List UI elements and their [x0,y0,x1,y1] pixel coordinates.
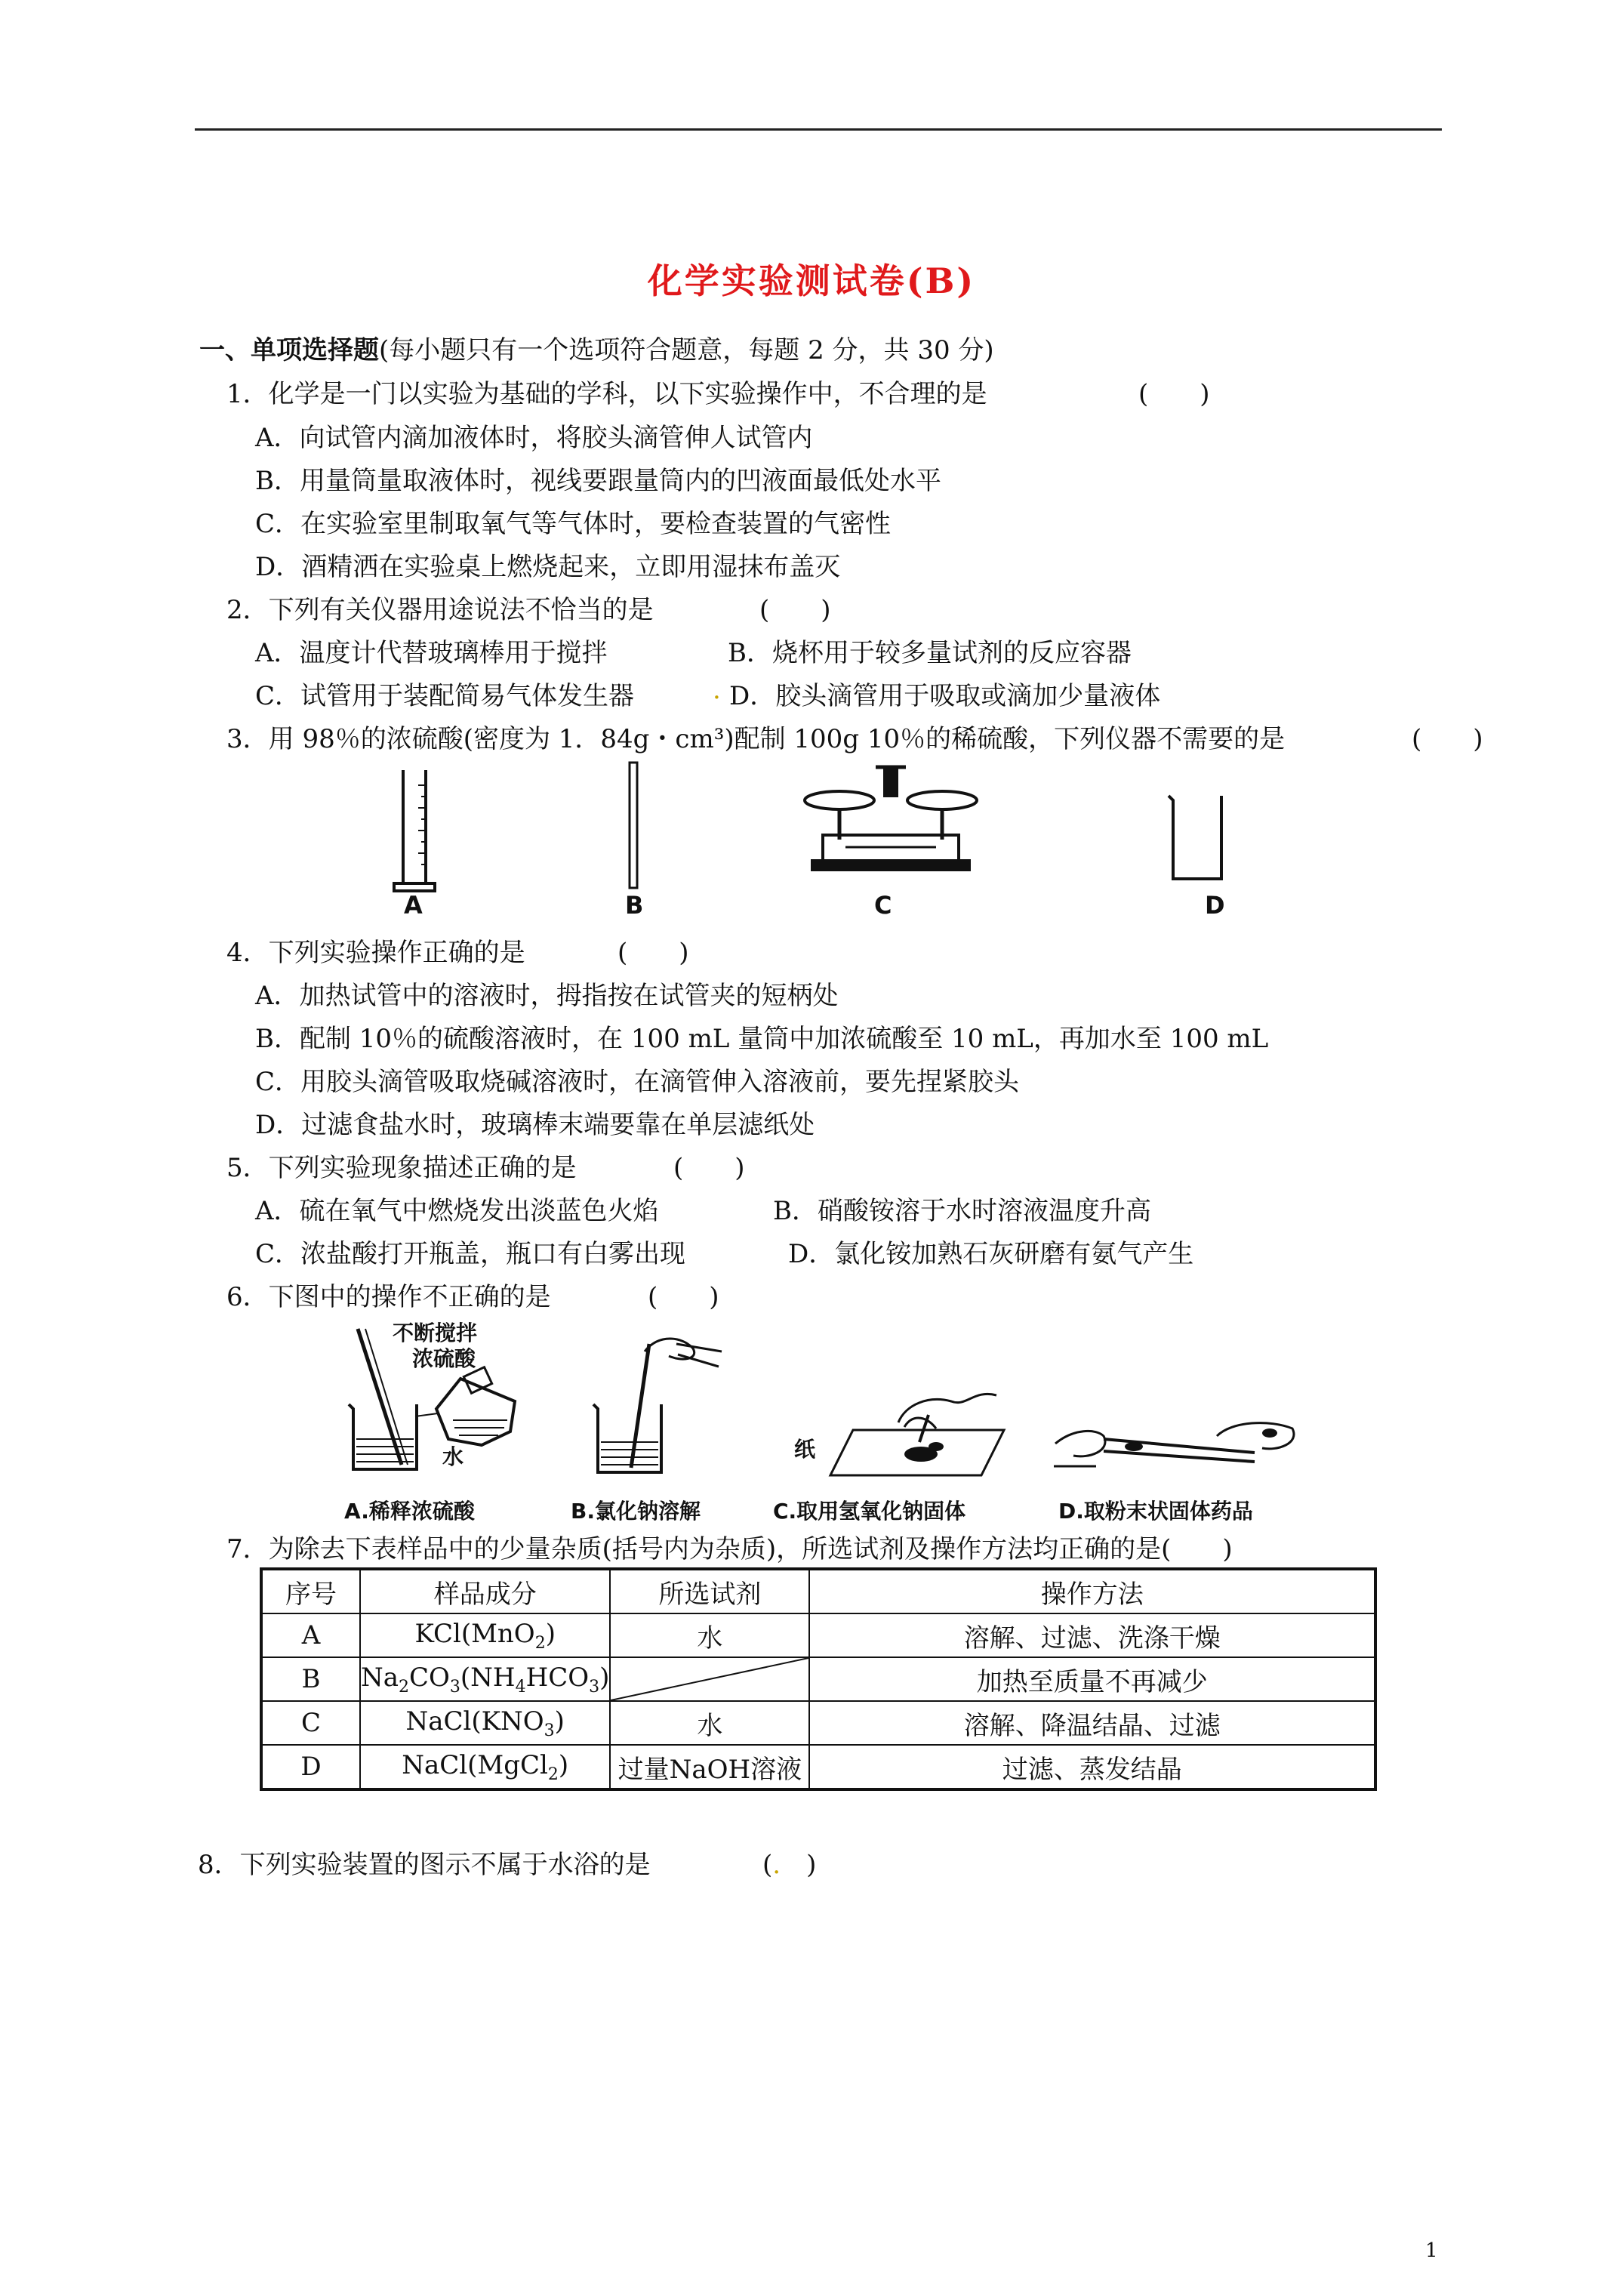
diluting-acid-figure [340,1326,544,1477]
page-title: 化学实验测试卷(B) [647,260,976,301]
taking-naoh-figure [823,1382,1012,1487]
row-sample: $NaCl(KNO_3)$ [360,1701,610,1745]
row-method: 过滤、蒸发结晶 [809,1745,1375,1789]
q6-caption-b: B.氯化钠溶解 [571,1499,701,1524]
question-3-stem: 3．用 98％的浓硫酸(密度为 1．84g・cm³)配制 100g 10％的稀硫酸，下列仪器不需要的是 [226,724,1286,754]
q2-option-c: C．试管用于装配简易气体发生器 [255,681,635,711]
question-4-answer-blank: ( ) [617,938,689,968]
q4-option-c: C．用胶头滴管吸取烧碱溶液时，在滴管伸入溶液前，要先捏紧胶头 [255,1067,1020,1097]
graduated-cylinder-figure [377,763,453,898]
fig-label-water: 水 [442,1444,464,1469]
row-reagent: 过量NaOH溶液 [610,1745,809,1789]
q3-label-c: C [874,891,892,920]
q6-caption-d: D.取粉末状固体药品 [1058,1499,1253,1524]
beaker-figure [1163,790,1230,888]
diagonal-slash [611,1658,808,1700]
q1-option-a: A．向试管内滴加液体时，将胶头滴管伸人试管内 [255,423,813,453]
q5-option-a: A．硫在氧气中燃烧发出淡蓝色火焰 [255,1196,659,1226]
col-header-id: 序号 [261,1569,360,1613]
q3-label-a: A [404,891,423,920]
question-5-stem: 5．下列实验现象描述正确的是 [226,1153,577,1183]
header-rule [195,128,1442,131]
taking-powder-figure [1051,1406,1300,1489]
fig-label-conc-acid: 浓硫酸 [412,1346,476,1371]
q1-option-b: B．用量筒量取液体时，视线要跟量筒内的凹液面最低处水平 [255,466,941,496]
row-reagent-empty [610,1657,809,1701]
q4-option-a: A．加热试管中的溶液时，拇指按在试管夹的短柄处 [255,981,839,1011]
table-row [261,1701,1375,1745]
col-header-sample: 样品成分 [360,1569,610,1613]
fig-label-stir: 不断搅拌 [393,1321,478,1345]
question-1-stem: 1．化学是一门以实验为基础的学科，以下实验操作中，不合理的是 [226,379,987,409]
question-2-answer-blank: ( ) [759,595,831,625]
col-header-method: 操作方法 [809,1569,1375,1613]
row-id: C [261,1701,360,1745]
question-5-answer-blank: ( ) [673,1153,745,1183]
impurity-table [260,1567,1377,1791]
fig-label-paper: 纸 [794,1437,816,1462]
table-row [261,1745,1375,1789]
q4-option-d: D．过滤食盐水时，玻璃棒末端要靠在单层滤纸处 [255,1110,815,1140]
q3-label-b: B [625,891,644,920]
q2-option-d: D．胶头滴管用于吸取或滴加少量液体 [729,681,1161,711]
row-sample: KCl(MnO$_2$) [360,1613,610,1657]
table-row [261,1657,1375,1701]
q2-option-a: A．温度计代替玻璃棒用于搅拌 [255,638,608,668]
row-method: 加热至质量不再减少 [809,1657,1375,1701]
dissolving-salt-figure [586,1329,737,1480]
glass-rod-figure [619,760,649,895]
q3-label-d: D [1205,891,1225,920]
row-id: A [261,1613,360,1657]
row-sample: NaCl(MgCl$_2$) [360,1745,610,1789]
q1-option-c: C．在实验室里制取氧气等气体时，要检查装置的气密性 [255,509,892,539]
question-8-stem: 8．下列实验装置的图示不属于水浴的是 [198,1850,651,1880]
section-heading: 一、单项选择题(每小题只有一个选项符合题意，每题 2 分，共 30 分) [199,335,994,365]
q6-caption-a: A.稀释浓硫酸 [344,1499,475,1524]
q5-option-d: D．氯化铵加熟石灰研磨有氨气产生 [788,1239,1194,1269]
row-method: 溶解、降温结晶、过滤 [809,1701,1375,1745]
row-id: B [261,1657,360,1701]
q5-option-b: B．硝酸铵溶于水时溶液温度升高 [773,1196,1151,1226]
balance-figure [800,757,981,885]
q5-option-c: C．浓盐酸打开瓶盖，瓶口有白雾出现 [255,1239,686,1269]
question-7-stem: 7．为除去下表样品中的少量杂质(括号内为杂质)，所选试剂及操作方法均正确的是( ) [226,1534,1233,1564]
row-method: 溶解、过滤、洗涤干燥 [809,1613,1375,1657]
q4-option-b: B．配制 10％的硫酸溶液时，在 100 mL 量筒中加浓硫酸至 10 mL，再加水至 100 mL [255,1024,1269,1054]
table-header-row [261,1569,1375,1613]
row-reagent: 水 [610,1613,809,1657]
col-header-reagent: 所选试剂 [610,1569,809,1613]
q2-stray-dot: . [713,675,721,705]
q2-option-b: B．烧杯用于较多量试剂的反应容器 [728,638,1132,668]
row-sample: $Na_2CO_3(NH_4HCO_3)$ [360,1657,610,1701]
question-2-stem: 2．下列有关仪器用途说法不恰当的是 [226,595,654,625]
page-number: 1 [1425,2239,1438,2262]
question-4-stem: 4．下列实验操作正确的是 [226,938,525,968]
question-8-answer-blank: (. ) [762,1850,817,1880]
question-1-answer-blank: ( ) [1138,379,1210,409]
row-reagent: 水 [610,1701,809,1745]
table-row [261,1613,1375,1657]
question-6-answer-blank: ( ) [648,1282,719,1312]
row-id: D [261,1745,360,1789]
q1-option-d: D．酒精洒在实验桌上燃烧起来，立即用湿抹布盖灭 [255,552,841,582]
question-3-answer-blank: ( ) [1412,724,1483,754]
question-6-stem: 6．下图中的操作不正确的是 [226,1282,551,1312]
q6-caption-c: C.取用氢氧化钠固体 [773,1499,966,1524]
